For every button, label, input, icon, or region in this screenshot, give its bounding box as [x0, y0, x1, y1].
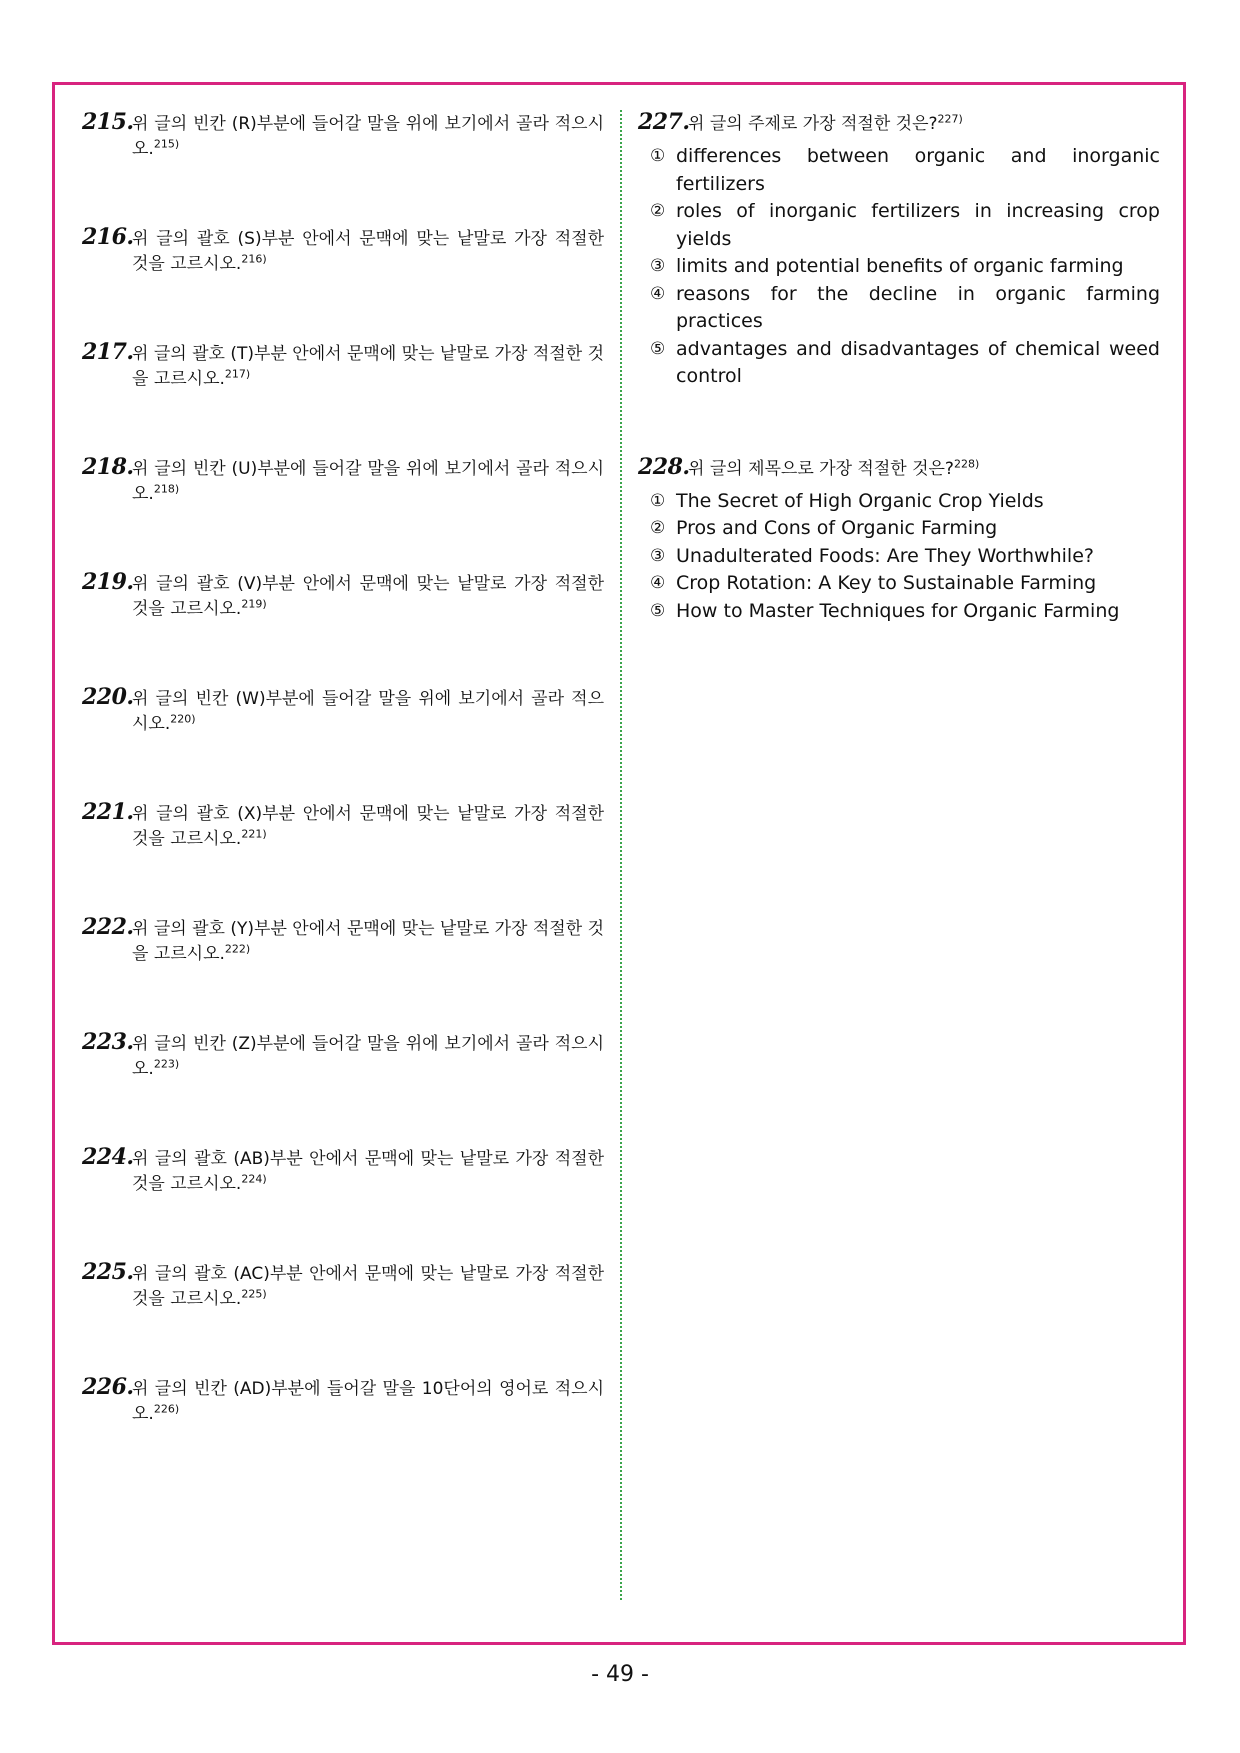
option-marker: ⑤	[650, 338, 666, 359]
question-text: 위 글의 빈칸 (AD)부분에 들어갈 말을 10단어의 영어로 적으시오.	[132, 1379, 604, 1424]
column-divider	[620, 110, 622, 1600]
question-224	[82, 1144, 604, 1262]
option-text: differences between organic and inorganic fertilizers	[676, 145, 1160, 195]
footnote-ref: 225)	[241, 1287, 267, 1301]
question-number: 227.	[638, 109, 690, 135]
question-215	[82, 109, 604, 227]
question-220	[82, 684, 604, 802]
question-text: 위 글의 주제로 가장 적절한 것은?	[688, 114, 938, 134]
question-228	[638, 453, 1160, 482]
option-text: Unadulterated Foods: Are They Worthwhile?	[676, 544, 1094, 567]
option	[638, 488, 1160, 516]
question-219	[82, 569, 604, 687]
question-number: 223.	[82, 1029, 134, 1055]
question-227	[638, 109, 1160, 137]
question-217	[82, 339, 604, 457]
question-text: 위 글의 빈칸 (W)부분에 들어갈 말을 위에 보기에서 골라 적으시오.	[132, 689, 604, 734]
question-223	[82, 1029, 604, 1147]
question-text: 위 글의 빈칸 (R)부분에 들어갈 말을 위에 보기에서 골라 적으시오.	[132, 114, 604, 159]
option	[638, 143, 1160, 198]
footnote-ref: 219)	[241, 597, 267, 611]
option-marker: ③	[650, 256, 666, 276]
question-225	[82, 1259, 604, 1377]
option-text: How to Master Techniques for Organic Farming	[676, 599, 1120, 622]
option	[638, 198, 1160, 253]
option-marker: ③	[650, 545, 666, 566]
question-number: 216.	[82, 224, 134, 250]
page-number: - 49 -	[591, 1662, 649, 1687]
footnote-ref: 223)	[153, 1057, 180, 1071]
option	[638, 336, 1160, 391]
option	[638, 253, 1160, 281]
footnote-ref: 228)	[953, 456, 980, 470]
question-text: 위 글의 괄호 (X)부분 안에서 문맥에 맞는 낱말로 가장 적절한 것을 고르시오.	[132, 804, 604, 849]
footnote-ref: 224)	[241, 1172, 267, 1186]
question-number: 219.	[82, 569, 134, 595]
question-number: 218.	[82, 454, 134, 480]
question-text: 위 글의 괄호 (AB)부분 안에서 문맥에 맞는 낱말로 가장 적절한 것을 고르시오.	[132, 1149, 604, 1194]
answer-options-227	[638, 143, 1160, 391]
question-number: 221.	[82, 799, 134, 825]
option	[638, 570, 1160, 598]
question-222	[82, 914, 604, 1032]
footnote-ref: 227)	[937, 112, 963, 126]
question-221	[82, 799, 604, 917]
option-marker: ⑤	[650, 600, 666, 621]
option-marker: ②	[650, 518, 666, 538]
option-text: Pros and Cons of Organic Farming	[676, 517, 998, 539]
option-text: reasons for the decline in organic farming practices	[676, 282, 1160, 332]
question-text: 위 글의 제목으로 가장 적절한 것은?	[688, 458, 954, 479]
footnote-ref: 218)	[153, 482, 180, 496]
answer-options-228	[638, 488, 1160, 626]
left-column	[82, 109, 604, 1492]
question-text: 위 글의 괄호 (AC)부분 안에서 문맥에 맞는 낱말로 가장 적절한 것을 고르시오.	[132, 1264, 604, 1309]
right-column	[638, 109, 1160, 625]
option-text: Crop Rotation: A Key to Sustainable Farming	[676, 572, 1097, 594]
question-number: 222.	[82, 914, 134, 940]
option-marker: ②	[650, 201, 666, 221]
question-text: 위 글의 괄호 (Y)부분 안에서 문맥에 맞는 낱말로 가장 적절한 것을 고르시오.	[132, 919, 604, 964]
option-marker: ④	[650, 573, 666, 593]
option-marker: ④	[650, 283, 666, 304]
option	[638, 543, 1160, 571]
option-text: limits and potential benefits of organic farming	[676, 255, 1124, 277]
footnote-ref: 215)	[153, 137, 180, 151]
question-216	[82, 224, 604, 342]
option	[638, 515, 1160, 543]
question-text: 위 글의 빈칸 (Z)부분에 들어갈 말을 위에 보기에서 골라 적으시오.	[132, 1034, 604, 1079]
option	[638, 281, 1160, 336]
option-text: roles of inorganic fertilizers in increasing crop yields	[676, 200, 1160, 250]
footnote-ref: 222)	[224, 942, 251, 956]
question-226	[82, 1374, 604, 1492]
question-number: 226.	[82, 1374, 134, 1400]
footnote-ref: 221)	[241, 827, 267, 841]
footnote-ref: 226)	[153, 1402, 180, 1416]
question-number: 224.	[82, 1144, 134, 1170]
question-218	[82, 454, 604, 572]
question-text: 위 글의 괄호 (V)부분 안에서 문맥에 맞는 낱말로 가장 적절한 것을 고르시오.	[132, 574, 604, 619]
question-number: 220.	[82, 684, 134, 710]
question-number: 228.	[638, 453, 690, 480]
footnote-ref: 217)	[224, 367, 251, 381]
question-number: 215.	[82, 109, 134, 135]
question-text: 위 글의 괄호 (S)부분 안에서 문맥에 맞는 낱말로 가장 적절한 것을 고르시오.	[132, 229, 604, 274]
option-text: advantages and disadvantages of chemical weed control	[676, 337, 1160, 387]
question-number: 225.	[82, 1259, 134, 1285]
option	[638, 598, 1160, 626]
option-marker: ①	[650, 146, 666, 166]
question-text: 위 글의 빈칸 (U)부분에 들어갈 말을 위에 보기에서 골라 적으시오.	[132, 459, 604, 504]
option-text: The Secret of High Organic Crop Yields	[676, 489, 1044, 512]
footnote-ref: 216)	[241, 252, 267, 266]
question-number: 217.	[82, 339, 134, 365]
question-text: 위 글의 괄호 (T)부분 안에서 문맥에 맞는 낱말로 가장 적절한 것을 고르시오.	[132, 344, 604, 389]
option-marker: ①	[650, 490, 666, 511]
footnote-ref: 220)	[170, 712, 196, 726]
